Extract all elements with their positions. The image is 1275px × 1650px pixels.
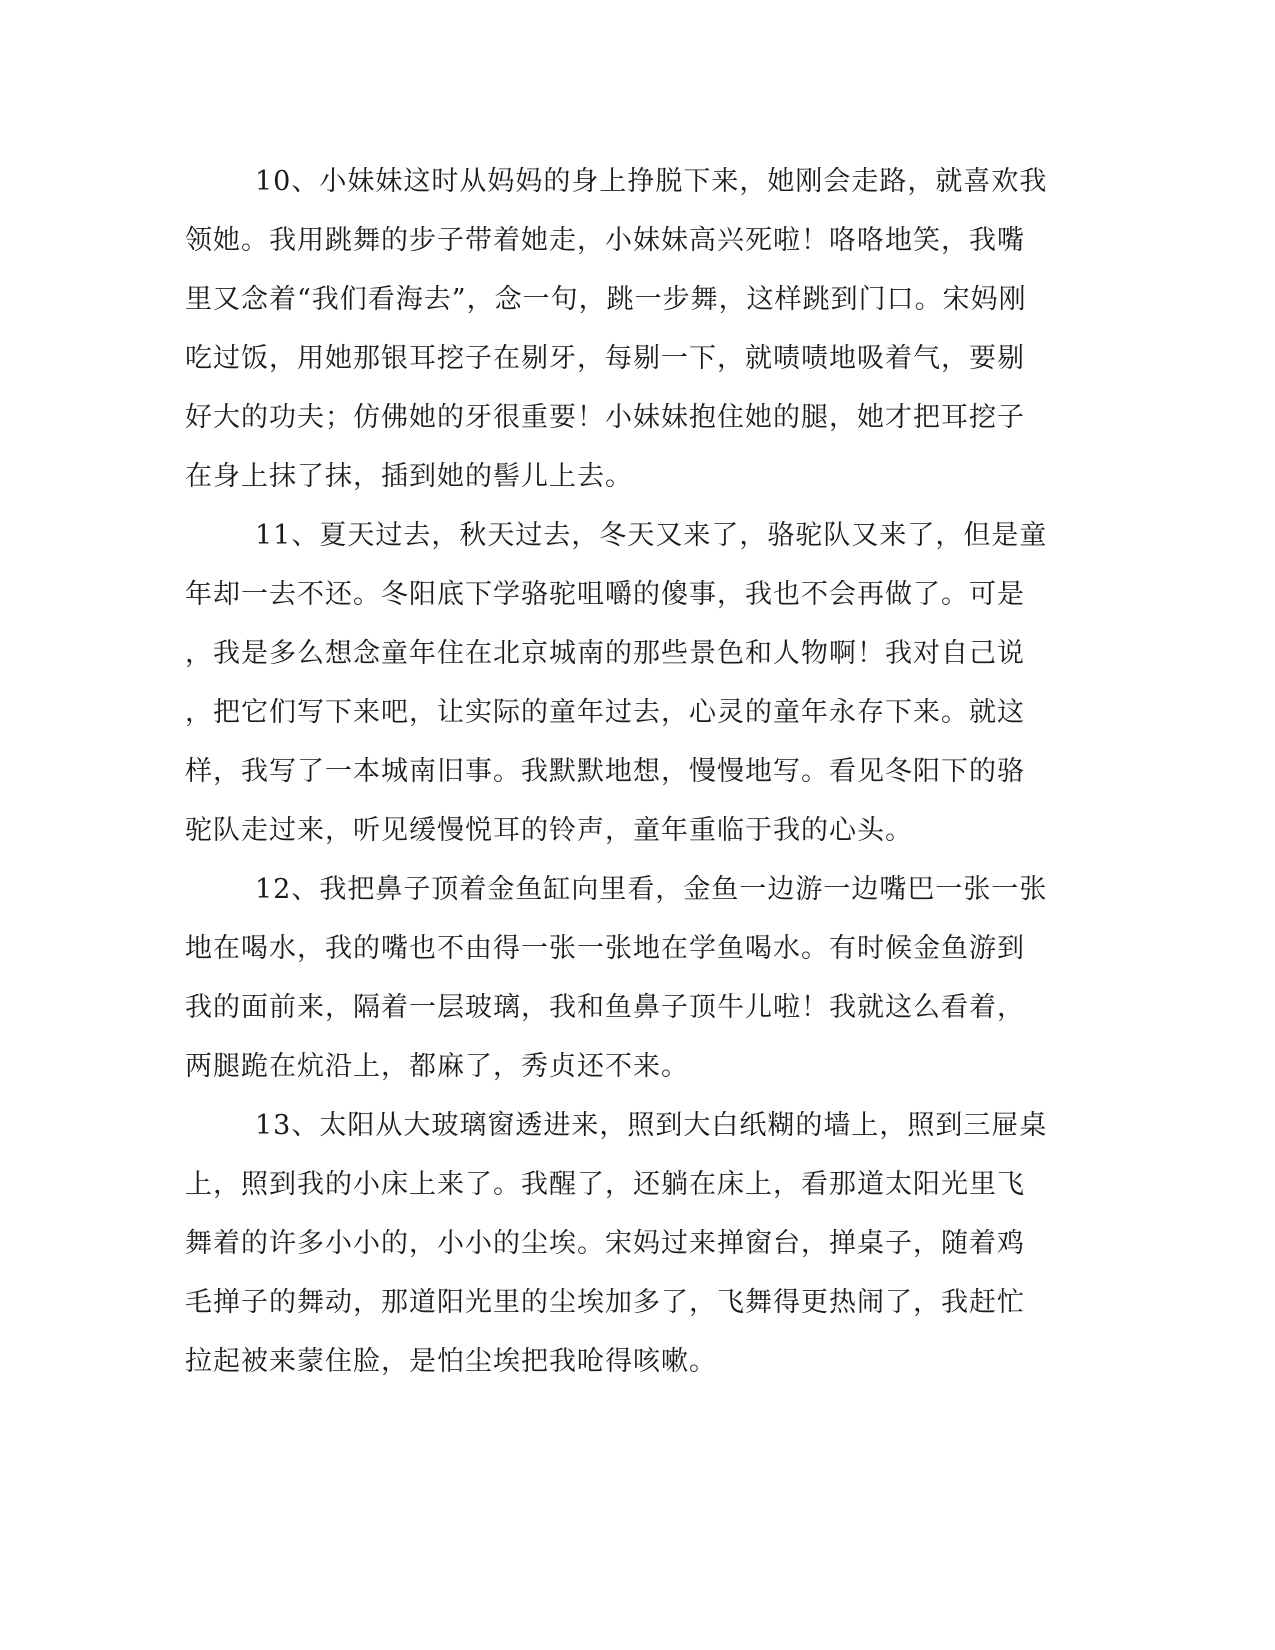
text-line: 领她。我用跳舞的步子带着她走，小妹妹高兴死啦！咯咯地笑，我嘴 xyxy=(185,225,1025,256)
text-line: 12、我把鼻子顶着金鱼缸向里看，金鱼一边游一边嘴巴一张一张 xyxy=(255,874,1048,905)
text-line: 好大的功夫；仿佛她的牙很重要！小妹妹抱住她的腿，她才把耳挖子 xyxy=(185,402,1025,433)
text-line: 在身上抹了抹，插到她的髻儿上去。 xyxy=(185,461,633,492)
text-line: 样，我写了一本城南旧事。我默默地想，慢慢地写。看见冬阳下的骆 xyxy=(185,756,1025,787)
text-line: 毛掸子的舞动，那道阳光里的尘埃加多了，飞舞得更热闹了，我赶忙 xyxy=(185,1287,1025,1318)
text-line: 里又念着“我们看海去”，念一句，跳一步舞，这样跳到门口。宋妈刚 xyxy=(185,284,1027,315)
paragraph-12 xyxy=(185,860,1085,1096)
text-line: 地在喝水，我的嘴也不由得一张一张地在学鱼喝水。有时候金鱼游到 xyxy=(185,933,1025,964)
text-line: ，我是多么想念童年住在北京城南的那些景色和人物啊！我对自己说 xyxy=(185,638,1025,669)
paragraph-11 xyxy=(185,506,1085,860)
text-line: 舞着的许多小小的，小小的尘埃。宋妈过来掸窗台，掸桌子，随着鸡 xyxy=(185,1228,1025,1259)
text-line: 驼队走过来，听见缓慢悦耳的铃声，童年重临于我的心头。 xyxy=(185,815,913,846)
paragraph-10 xyxy=(185,152,1085,506)
text-line: ，把它们写下来吧，让实际的童年过去，心灵的童年永存下来。就这 xyxy=(185,697,1025,728)
text-line: 10、小妹妹这时从妈妈的身上挣脱下来，她刚会走路，就喜欢我 xyxy=(255,166,1048,197)
paragraph-13 xyxy=(185,1096,1085,1391)
text-line: 拉起被来蒙住脸，是怕尘埃把我呛得咳嗽。 xyxy=(185,1346,717,1377)
document-body xyxy=(185,152,1085,1391)
text-line: 两腿跪在炕沿上，都麻了，秀贞还不来。 xyxy=(185,1051,689,1082)
text-line: 11、夏天过去，秋天过去，冬天又来了，骆驼队又来了，但是童 xyxy=(255,520,1048,551)
text-line: 上，照到我的小床上来了。我醒了，还躺在床上，看那道太阳光里飞 xyxy=(185,1169,1025,1200)
text-line: 吃过饭，用她那银耳挖子在剔牙，每剔一下，就啧啧地吸着气，要剔 xyxy=(185,343,1025,374)
text-line: 我的面前来，隔着一层玻璃，我和鱼鼻子顶牛儿啦！我就这么看着， xyxy=(185,992,1025,1023)
text-line: 年却一去不还。冬阳底下学骆驼咀嚼的傻事，我也不会再做了。可是 xyxy=(185,579,1025,610)
text-line: 13、太阳从大玻璃窗透进来，照到大白纸糊的墙上，照到三屉桌 xyxy=(255,1110,1048,1141)
